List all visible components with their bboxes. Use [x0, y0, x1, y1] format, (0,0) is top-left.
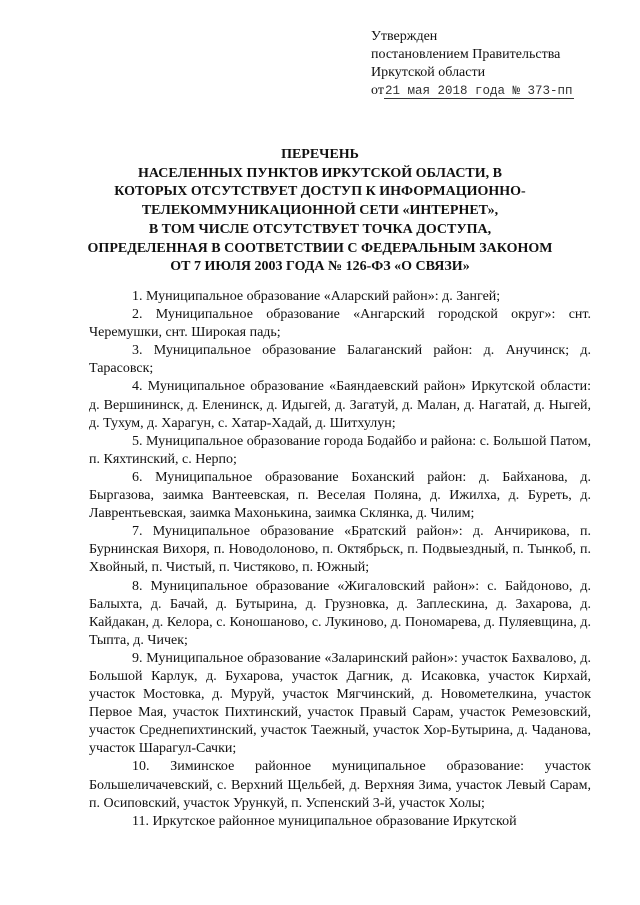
list-item: 1. Муниципальное образование «Аларский район»: д. Зангей;	[132, 289, 501, 304]
approval-date-prefix: от	[371, 83, 384, 98]
approval-block	[371, 28, 574, 100]
list-item: 4. Муниципальное образование «Баяндаевский район» Иркутской области: д. Вершининск, д. Еленинск, д. Идыгей, д. Загатуй, д. Малан, д. Нагатай, д. Ныгей, д. Тухум, д. Харагун, с. Хатар-Хадай, д. Шитхулун;	[89, 379, 591, 431]
approval-line-region: Иркутской области	[371, 65, 486, 80]
approval-line-date	[371, 82, 574, 100]
title-line: ТЕЛЕКОММУНИКАЦИОННОЙ СЕТИ «ИНТЕРНЕТ»,	[141, 203, 499, 219]
list-item: 2. Муниципальное образование «Ангарский городской округ»: снт. Черемушки, снт. Широкая падь;	[89, 307, 591, 341]
list-item: 9. Муниципальное образование «Заларинский район»: участок Бахвалово, д. Большой Карлук, д. Бухарова, участок Дагник, д. Исаковка, участок Кирхай, участок Мостовка, д. Муруй, участок Мягчинский, д. Новометелкина, участок Первое Мая, участок Пихтинский, участок Правый Сарам, участок Ремезовский, участок Среднепихтинский, участок Таежный, участок Хор-Бутырина, д. Чаданова, участок Шарагул-Сачки;	[89, 650, 591, 757]
title-line: ОПРЕДЕЛЕННАЯ В СООТВЕТСТВИИ С ФЕДЕРАЛЬНЫМ ЗАКОНОМ	[87, 240, 553, 256]
list-item: 3. Муниципальное образование Балаганский район: д. Анучинск; д. Тарасовск;	[89, 343, 591, 377]
list-item: 7. Муниципальное образование «Братский район»: д. Анчирикова, п. Бурнинская Вихоря, п. Новодолоново, п. Октябрьск, п. Подвыездный, п. Тынкоб, п. Хвойный, п. Чистый, п. Чистяково, п. Южный;	[89, 524, 591, 576]
title-line: ПЕРЕЧЕНЬ	[281, 147, 359, 162]
approval-date-stamp: 21 мая 2018 года № 373-пп	[384, 84, 573, 98]
list-item: 5. Муниципальное образование города Бодайбо и района: с. Большой Патом, п. Кяхтинский, с. Нерпо;	[89, 433, 591, 467]
approval-line-resolution: постановлением Правительства	[371, 47, 561, 62]
list-item: 10. Зиминское районное муниципальное образование: участок Большеличачевский, с. Верхний Щельбей, д. Верхняя Зима, участок Левый Сарам, п. Осиповский, участок Урункуй, п. Успенский 3-й, участок Холы;	[89, 759, 591, 811]
approval-line-approved: Утвержден	[371, 29, 438, 44]
list-item: 6. Муниципальное образование Боханский район: д. Байханова, д. Быргазова, заимка Вантеевская, п. Веселая Поляна, д. Ижилха, д. Буреть, д. Лаврентьевская, заимка Махонькина, заимка Склянка, д. Чилим;	[89, 469, 591, 522]
list-item: 11. Иркутское районное муниципальное образование Иркутской	[132, 813, 517, 829]
document-title	[0, 146, 640, 277]
title-line: НАСЕЛЕННЫХ ПУНКТОВ ИРКУТСКОЙ ОБЛАСТИ, В	[138, 165, 502, 181]
title-line: В ТОМ ЧИСЛЕ ОТСУТСТВУЕТ ТОЧКА ДОСТУПА,	[148, 221, 492, 237]
list-item: 8. Муниципальное образование «Жигаловский район»: с. Байдоново, д. Балыхта, д. Бачай, д. Бутырина, д. Грузновка, д. Заплескина, д. Захарова, д. Кайдакан, д. Келора, с. Коношаново, с. Лукиново, д. Пономарева, д. Пуляевщина, д. Тыпта, д. Чичек;	[89, 578, 591, 648]
title-line: ОТ 7 ИЮЛЯ 2003 ГОДА № 126-ФЗ «О СВЯЗИ»	[170, 259, 470, 275]
title-line: КОТОРЫХ ОТСУТСТВУЕТ ДОСТУП К ИНФОРМАЦИОННО-	[114, 184, 526, 200]
settlements-list	[89, 288, 591, 831]
